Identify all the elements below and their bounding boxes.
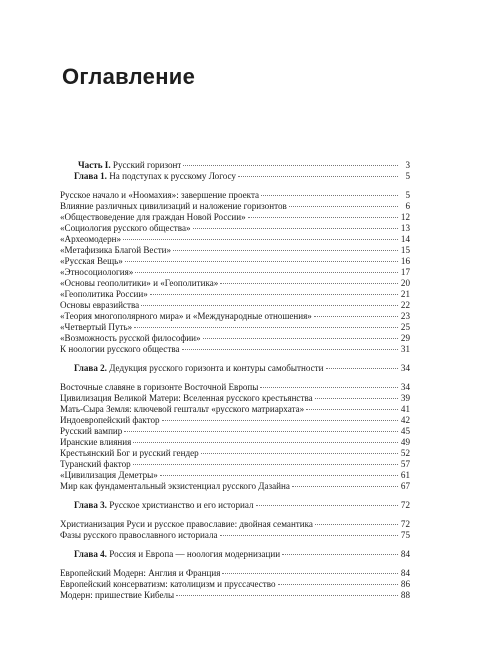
toc-entry-label bbox=[60, 579, 276, 590]
dot-leader bbox=[261, 194, 398, 196]
dot-leader bbox=[193, 227, 398, 229]
toc-entry-text: «Основы геополитики» и «Геополитика» bbox=[60, 278, 219, 288]
toc-page-number: 5 bbox=[405, 190, 410, 200]
toc-entry-number: Глава 4. bbox=[74, 549, 107, 559]
dot-leader bbox=[125, 260, 398, 262]
dot-leader bbox=[183, 164, 398, 166]
toc-page-number: 21 bbox=[400, 289, 410, 299]
toc-entry-label bbox=[60, 426, 122, 437]
toc-entry-label bbox=[60, 300, 139, 311]
toc-spacer bbox=[60, 355, 410, 363]
dot-leader bbox=[133, 441, 398, 443]
toc-part-entry[interactable] bbox=[60, 160, 410, 171]
toc-entry-text: Модерн: пришествие Кибелы bbox=[60, 590, 175, 600]
toc-entry-label bbox=[60, 171, 236, 182]
dot-leader bbox=[238, 175, 398, 177]
toc-entry-label bbox=[60, 363, 324, 374]
toc-section-entry[interactable] bbox=[60, 382, 410, 393]
toc-section-entry[interactable] bbox=[60, 322, 410, 333]
toc-page-number: 29 bbox=[400, 333, 410, 343]
toc-spacer bbox=[60, 492, 410, 500]
toc-entry-text: Россия и Европа — ноология модернизации bbox=[106, 549, 281, 559]
toc-entry-text: Фазы русского православного историала bbox=[60, 530, 218, 540]
toc-spacer bbox=[60, 182, 410, 190]
toc-page-number: 42 bbox=[400, 415, 410, 425]
toc-page-number: 15 bbox=[400, 245, 410, 255]
toc-section-entry[interactable] bbox=[60, 448, 410, 459]
toc-page-number: 72 bbox=[400, 519, 410, 529]
toc-entry-text: «Обществоведение для граждан Новой России» bbox=[60, 212, 246, 222]
dot-leader bbox=[134, 326, 398, 328]
toc-entry-text: «Археомодерн» bbox=[60, 234, 122, 244]
toc-entry-label bbox=[60, 160, 181, 171]
toc-entry-label bbox=[60, 568, 220, 579]
toc-page-number: 23 bbox=[400, 311, 410, 321]
toc-entry-label bbox=[60, 437, 131, 448]
toc-entry-number: Глава 1. bbox=[74, 171, 107, 181]
toc-page-number: 22 bbox=[400, 300, 410, 310]
toc-entry-label bbox=[60, 404, 304, 415]
toc-page-number: 52 bbox=[400, 448, 410, 458]
dot-leader bbox=[135, 271, 398, 273]
toc-entry-text: Русское начало и «Ноомахия»: завершение проекта bbox=[60, 190, 260, 200]
toc-entry-label bbox=[60, 234, 121, 245]
toc-page-number: 25 bbox=[400, 322, 410, 332]
toc-entry-text: «Теория многополярного мира» и «Международные отношения» bbox=[60, 311, 312, 321]
toc-entry-label bbox=[60, 470, 158, 481]
toc-entry-text: Крестьянский Бог и русский гендер bbox=[60, 448, 199, 458]
toc-chapter-entry[interactable] bbox=[60, 549, 410, 560]
dot-leader bbox=[248, 216, 398, 218]
toc-section-entry[interactable] bbox=[60, 437, 410, 448]
dot-leader bbox=[222, 572, 398, 574]
toc-entry-label bbox=[60, 382, 258, 393]
toc-section-entry[interactable] bbox=[60, 393, 410, 404]
dot-leader bbox=[306, 408, 398, 410]
toc-entry-text: Иранские влияния bbox=[60, 437, 132, 447]
toc-entry-text: На подступах к русскому Логосу bbox=[106, 171, 236, 181]
toc-entry-text: Цивилизация Великой Матери: Вселенная русского крестьянства bbox=[60, 393, 313, 403]
toc-page-number: 39 bbox=[400, 393, 410, 403]
toc-section-entry[interactable] bbox=[60, 300, 410, 311]
toc-page-number: 34 bbox=[400, 382, 410, 392]
toc-entry-text: Мир как фундаментальный экзистенциал русского Дазайна bbox=[60, 481, 290, 491]
toc-entry-label bbox=[60, 448, 199, 459]
toc-chapter-entry[interactable] bbox=[60, 500, 410, 511]
toc-entry-text: Туранский фактор bbox=[60, 459, 131, 469]
toc-entry-label bbox=[60, 311, 312, 322]
toc-section-entry[interactable] bbox=[60, 245, 410, 256]
toc-entry-text: Дедукция русского горизонта и контуры самобытности bbox=[106, 363, 324, 373]
toc-page-number: 5 bbox=[405, 171, 410, 181]
toc-page-number: 49 bbox=[400, 437, 410, 447]
toc-section-entry[interactable] bbox=[60, 201, 410, 212]
toc-entry-label bbox=[60, 590, 174, 601]
dot-leader bbox=[289, 205, 398, 207]
toc-section-entry[interactable] bbox=[60, 579, 410, 590]
toc-section-entry[interactable] bbox=[60, 404, 410, 415]
toc-page-number: 16 bbox=[400, 256, 410, 266]
toc-entry-text: «Социология русского общества» bbox=[60, 223, 191, 233]
toc-section-entry[interactable] bbox=[60, 234, 410, 245]
toc-entry-label bbox=[60, 256, 123, 267]
toc-section-entry[interactable] bbox=[60, 278, 410, 289]
dot-leader bbox=[173, 249, 398, 251]
toc-entry-label bbox=[60, 190, 259, 201]
toc-section-entry[interactable] bbox=[60, 530, 410, 541]
toc-entry-text: Русский горизонт bbox=[110, 160, 182, 170]
toc-entry-number: Часть I. bbox=[78, 160, 111, 170]
toc-entry-text: Европейский консерватизм: католицизм и пруссачество bbox=[60, 579, 276, 589]
toc-spacer bbox=[60, 374, 410, 382]
toc-entry-number: Глава 2. bbox=[74, 363, 107, 373]
dot-leader bbox=[260, 386, 398, 388]
toc-page-number: 84 bbox=[400, 568, 410, 578]
dot-leader bbox=[314, 315, 398, 317]
toc-chapter-entry[interactable] bbox=[60, 171, 410, 182]
toc-entry-label bbox=[60, 245, 171, 256]
toc-entry-label bbox=[60, 278, 218, 289]
toc-page-number: 20 bbox=[400, 278, 410, 288]
toc-entry-label bbox=[60, 519, 313, 530]
toc-entry-text: Европейский Модерн: Англия и Франция bbox=[60, 568, 221, 578]
page-title: Оглавление bbox=[62, 64, 196, 89]
toc-entry-text: Индоевропейский фактор bbox=[60, 415, 160, 425]
dot-leader bbox=[150, 293, 398, 295]
dot-leader bbox=[141, 304, 398, 306]
toc-section-entry[interactable] bbox=[60, 459, 410, 470]
toc-entry-number: Глава 3. bbox=[74, 500, 107, 510]
toc-page-number: 88 bbox=[400, 590, 410, 600]
dot-leader bbox=[326, 367, 399, 369]
toc-section-entry[interactable] bbox=[60, 590, 410, 601]
toc-entry-label bbox=[60, 481, 290, 492]
toc-section-entry[interactable] bbox=[60, 289, 410, 300]
toc-entry-label bbox=[60, 322, 132, 333]
toc-entry-text: Русский вампир bbox=[60, 426, 123, 436]
toc-entry-label bbox=[60, 289, 148, 300]
toc-entry-label bbox=[60, 333, 201, 344]
toc-page-number: 12 bbox=[400, 212, 410, 222]
dot-leader bbox=[292, 485, 398, 487]
toc-page-number: 67 bbox=[400, 481, 410, 491]
toc-page-number: 72 bbox=[400, 500, 410, 510]
dot-leader bbox=[220, 534, 398, 536]
toc-page-number: 57 bbox=[400, 459, 410, 469]
dot-leader bbox=[124, 430, 398, 432]
toc-entry-text: Основы евразийства bbox=[60, 300, 140, 310]
toc-section-entry[interactable] bbox=[60, 519, 410, 530]
dot-leader bbox=[315, 523, 398, 525]
toc-section-entry[interactable] bbox=[60, 333, 410, 344]
toc-entry-label bbox=[60, 415, 160, 426]
toc-section-entry[interactable] bbox=[60, 223, 410, 234]
toc-entry-text: К ноологии русского общества bbox=[60, 344, 180, 354]
toc-page-number: 14 bbox=[400, 234, 410, 244]
toc-entry-label bbox=[60, 267, 133, 278]
toc-entry-label bbox=[60, 344, 180, 355]
dot-leader bbox=[160, 474, 398, 476]
toc-chapter-entry[interactable] bbox=[60, 363, 410, 374]
toc-page-number: 84 bbox=[400, 549, 410, 559]
toc-section-entry[interactable] bbox=[60, 267, 410, 278]
toc-entry-label bbox=[60, 500, 254, 511]
toc-entry-label bbox=[60, 530, 218, 541]
toc-section-entry[interactable] bbox=[60, 568, 410, 579]
toc-spacer bbox=[60, 511, 410, 519]
dot-leader bbox=[123, 238, 398, 240]
toc-entry-text: «Этносоциология» bbox=[60, 267, 134, 277]
toc-entry-text: «Русская Вещь» bbox=[60, 256, 123, 266]
toc-page-number: 45 bbox=[400, 426, 410, 436]
dot-leader bbox=[220, 282, 398, 284]
toc-entry-text: «Возможность русской философии» bbox=[60, 333, 201, 343]
dot-leader bbox=[182, 348, 398, 350]
toc-spacer bbox=[60, 541, 410, 549]
toc-page-number: 34 bbox=[400, 363, 410, 373]
toc-entry-text: Христианизация Руси и русское православие: двойная семантика bbox=[60, 519, 313, 529]
dot-leader bbox=[162, 419, 398, 421]
toc-entry-text: Мать-Сыра Земля: ключевой гештальт «русского матриархата» bbox=[60, 404, 305, 414]
toc-page-number: 31 bbox=[400, 344, 410, 354]
toc-section-entry[interactable] bbox=[60, 190, 410, 201]
dot-leader bbox=[278, 583, 398, 585]
toc-entry-text: Русское христианство и его историал bbox=[106, 500, 254, 510]
toc-page-number: 41 bbox=[400, 404, 410, 414]
toc-entry-label bbox=[60, 459, 131, 470]
toc-page-number: 13 bbox=[400, 223, 410, 233]
dot-leader bbox=[201, 452, 398, 454]
toc-page-number: 75 bbox=[400, 530, 410, 540]
toc-section-entry[interactable] bbox=[60, 481, 410, 492]
toc-entry-text: «Геополитика России» bbox=[60, 289, 148, 299]
toc-page-number: 6 bbox=[405, 201, 410, 211]
toc-entry-label bbox=[60, 223, 191, 234]
toc-section-entry[interactable] bbox=[60, 256, 410, 267]
toc-section-entry[interactable] bbox=[60, 415, 410, 426]
toc-entry-text: «Цивилизация Деметры» bbox=[60, 470, 158, 480]
toc-entry-text: Влияние различных цивилизаций и наложение горизонтов bbox=[60, 201, 287, 211]
toc-entry-text: «Четвертый Путь» bbox=[60, 322, 133, 332]
dot-leader bbox=[256, 504, 398, 506]
dot-leader bbox=[176, 594, 398, 596]
toc-entry-label bbox=[60, 549, 280, 560]
toc-entry-text: «Метафизика Благой Вести» bbox=[60, 245, 172, 255]
toc-page-number: 61 bbox=[400, 470, 410, 480]
toc-section-entry[interactable] bbox=[60, 212, 410, 223]
toc-page-number: 86 bbox=[400, 579, 410, 589]
toc-section-entry[interactable] bbox=[60, 470, 410, 481]
toc-page-number: 3 bbox=[405, 160, 410, 170]
toc-section-entry[interactable] bbox=[60, 344, 410, 355]
dot-leader bbox=[315, 397, 398, 399]
toc-section-entry[interactable] bbox=[60, 311, 410, 322]
toc-entry-label bbox=[60, 201, 287, 212]
toc-entry-label bbox=[60, 393, 313, 404]
toc-entry-label bbox=[60, 212, 246, 223]
toc-page-number: 17 bbox=[400, 267, 410, 277]
toc-section-entry[interactable] bbox=[60, 426, 410, 437]
toc-entry-text: Восточные славяне в горизонте Восточной Европы bbox=[60, 382, 259, 392]
table-of-contents bbox=[60, 160, 410, 601]
dot-leader bbox=[282, 553, 398, 555]
dot-leader bbox=[133, 463, 398, 465]
toc-spacer bbox=[60, 560, 410, 568]
dot-leader bbox=[203, 337, 398, 339]
